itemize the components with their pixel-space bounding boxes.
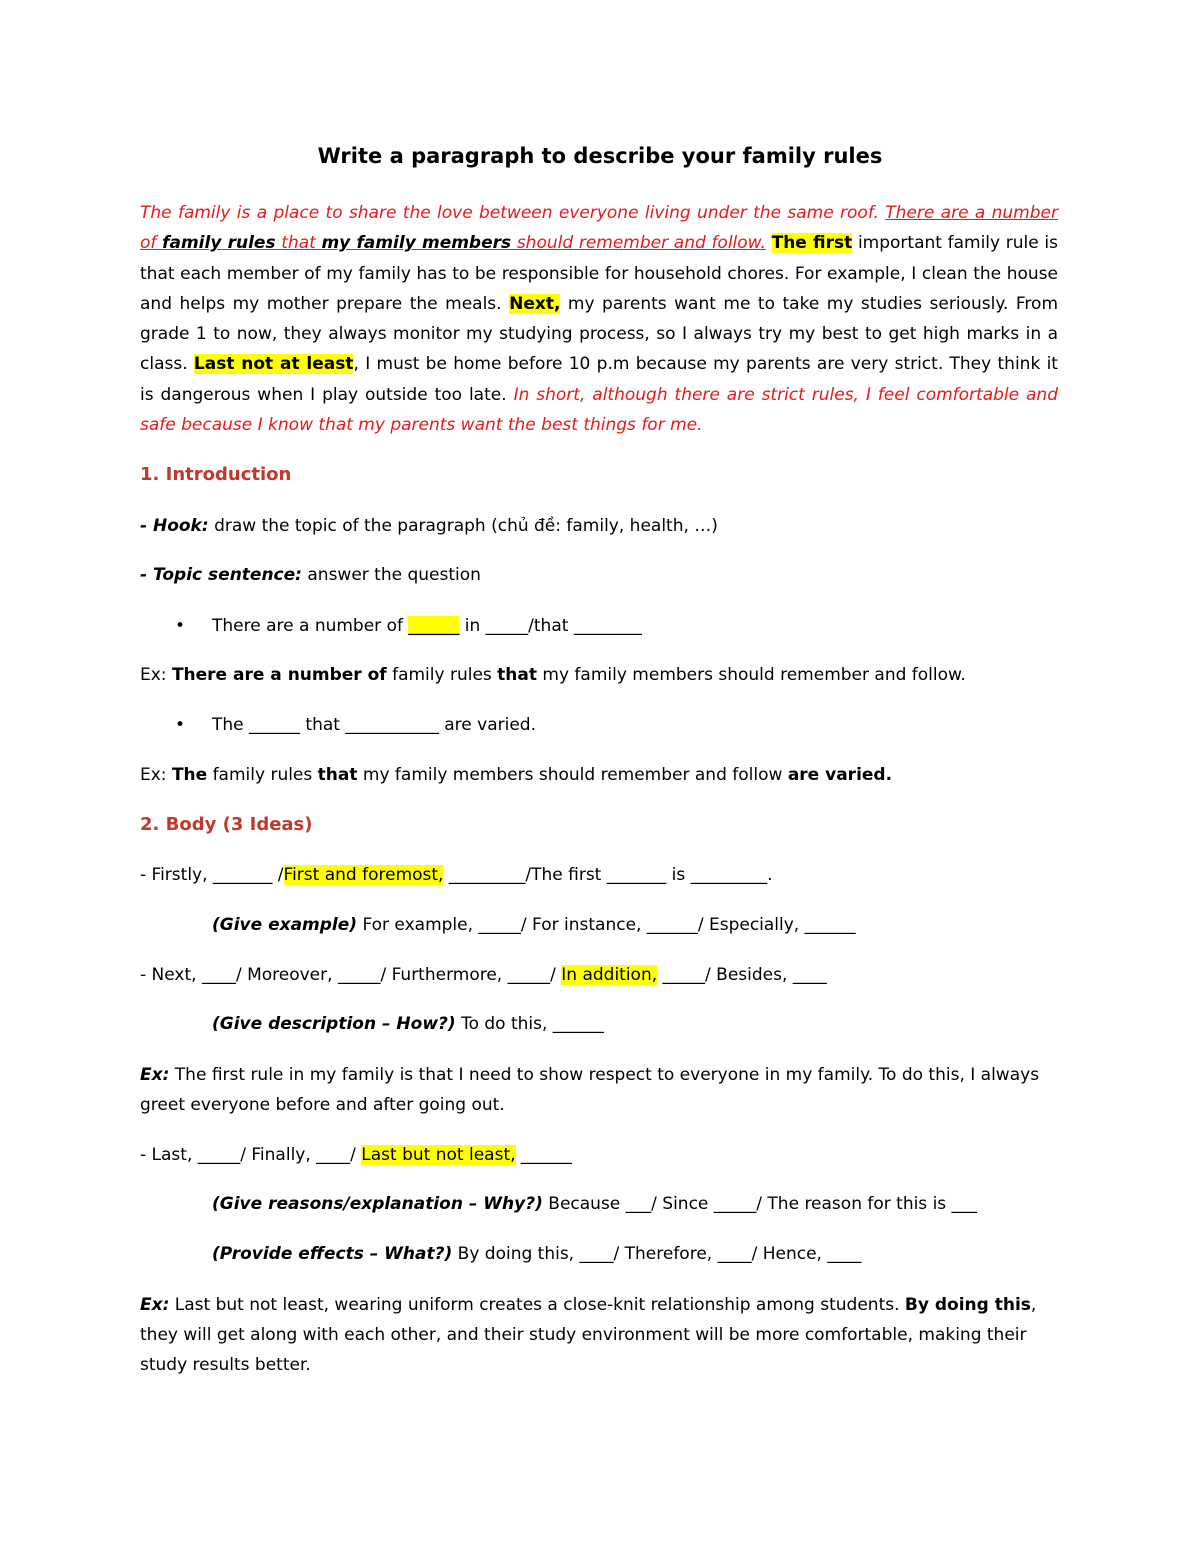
give-description-line: (Give description – How?) To do this, ______ — [212, 1014, 604, 1034]
bullet-1: • There are a number of ______ in _____/that ________ — [212, 611, 642, 641]
conclusion-sentence: In short, although there are strict rules, I feel comfortable and safe because I know that my parents want the best things for me. — [140, 384, 1058, 436]
next-line: - Next, ____/ Moreover, _____/ Furthermore, _____/ In addition, _____/ Besides, ____ — [140, 965, 827, 985]
highlight-next: Next, — [509, 293, 561, 314]
example-2: Ex: The family rules that my family members should remember and follow are varied. — [140, 765, 893, 785]
provide-effects-line: (Provide effects – What?) By doing this, ____/ Therefore, ____/ Hence, ____ — [212, 1244, 862, 1264]
page-title: Write a paragraph to describe your family rules — [317, 144, 883, 168]
topic-line: - Topic sentence: answer the question — [140, 565, 481, 585]
topic-sentence: There are a number of family rules that my family members should remember and follow. — [140, 203, 1058, 254]
bullet-icon: • — [175, 715, 186, 735]
example-4: Ex: Last but not least, wearing uniform creates a close-knit relationship among students. By doing this, they will get along with each other, and their study environment will be more comfortable, making their study results better. — [140, 1295, 1037, 1375]
example-3: Ex: The first rule in my family is that I need to show respect to everyone in my family. To do this, I always greet everyone before and after going out. — [140, 1065, 1040, 1115]
example-1: Ex: There are a number of family rules that my family members should remember and follow. — [140, 665, 966, 685]
hook-sentence: The family is a place to share the love between everyone living under the same roof. — [140, 203, 879, 223]
give-example-line: (Give example) For example, _____/ For instance, ______/ Especially, ______ — [212, 915, 856, 935]
intro-heading: 1. Introduction — [140, 464, 292, 485]
firstly-line: - Firstly, _______ /First and foremost, _________/The first _______ is _________. — [140, 865, 773, 885]
highlight-last: Last not at least — [193, 354, 354, 375]
last-line: - Last, _____/ Finally, ____/ Last but not least, ______ — [140, 1145, 572, 1165]
body-heading: 2. Body (3 Ideas) — [140, 814, 313, 835]
highlight-the-first: The first — [771, 233, 853, 254]
hook-line: - Hook: draw the topic of the paragraph (chủ đề: family, health, …) — [140, 516, 718, 536]
give-reasons-line: (Give reasons/explanation – Why?) Because ___/ Since _____/ The reason for this is ___ — [212, 1194, 978, 1214]
bullet-2: • The ______ that ___________ are varied. — [212, 710, 536, 740]
bullet-icon: • — [175, 616, 186, 636]
sample-paragraph: The family is a place to share the love between everyone living under the same roof. There are a number of family rules that my family members should remember and follow. The first important family rule is that each member of my family has to be responsible for household chores. For example, I clean the house and helps my mother prepare the meals. Next, my parents want me to take my studies seriously. From grade 1 to now, they always monitor my studying process, so I always try my best to get high marks in a class. Last not at least, I must be home before 10 p.m because my parents are very strict. They think it is dangerous when I play outside too late. In short, although there are strict rules, I feel comfortable and safe because I know that my parents want the best things for me. — [140, 203, 1059, 436]
